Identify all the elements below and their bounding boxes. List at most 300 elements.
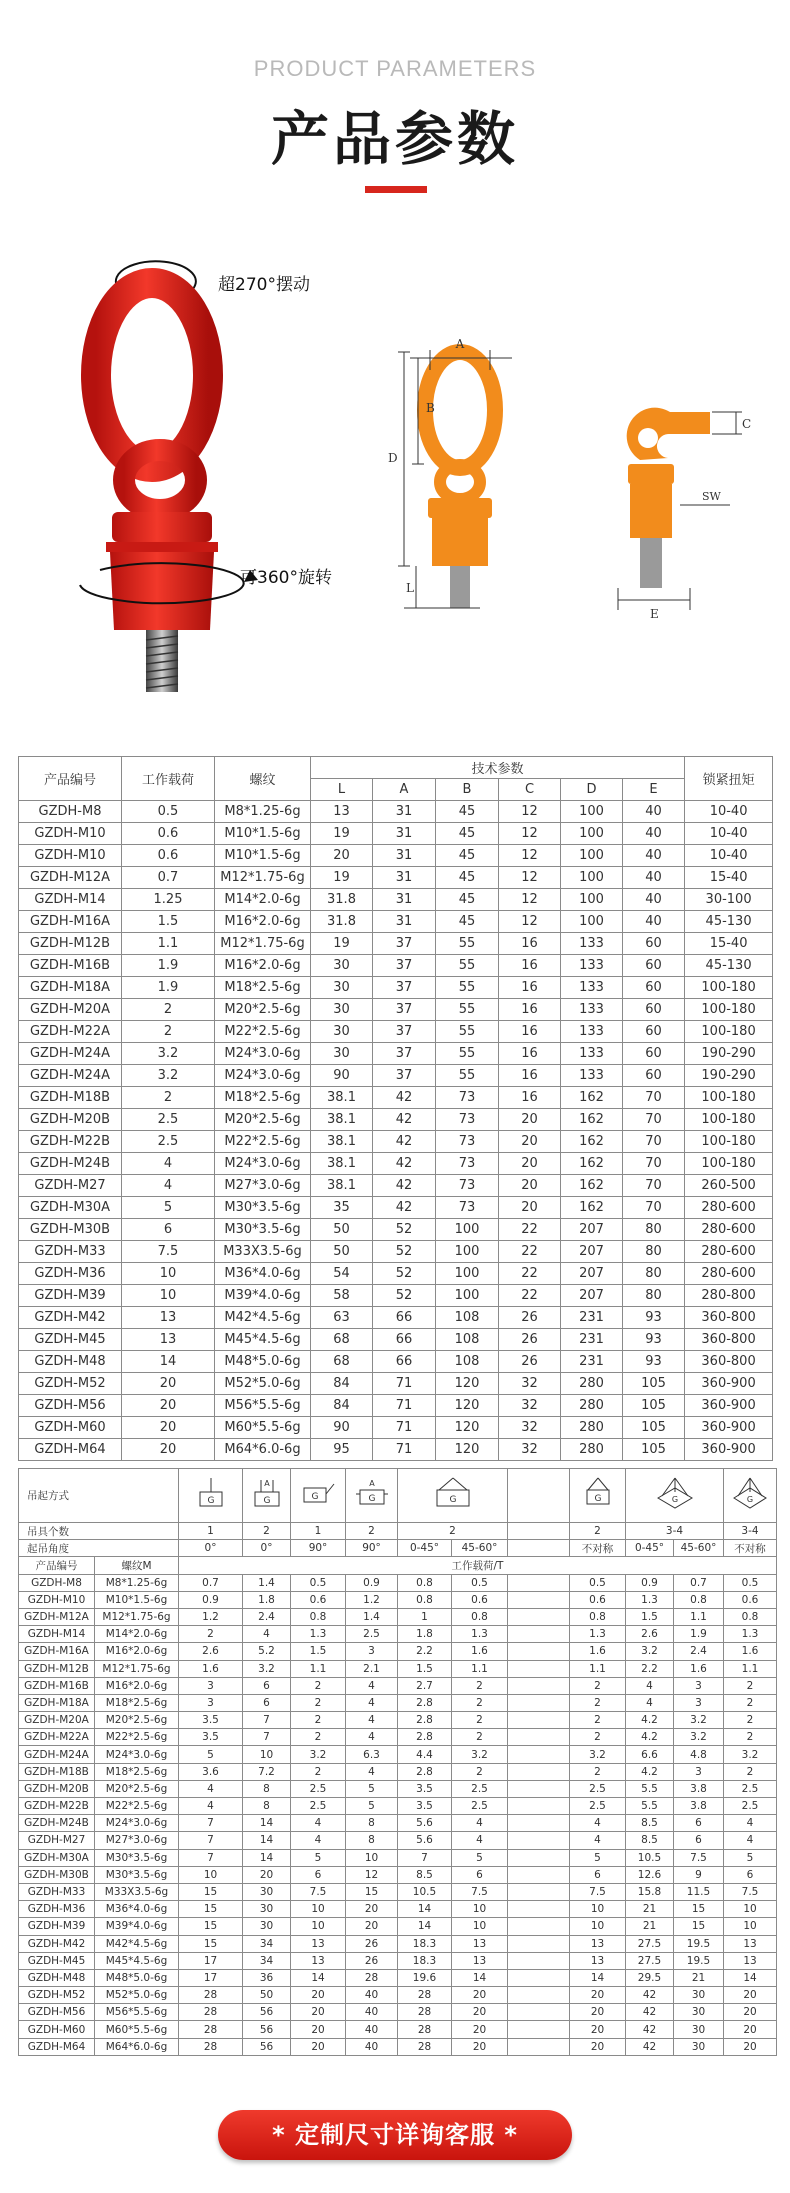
table-cell: 55 [436,999,499,1021]
table-cell: M10*1.5-6g [215,845,311,867]
table-cell-blank [508,1712,570,1729]
table-cell: 0.7 [179,1574,243,1591]
table-cell: GZDH-M60 [19,2021,95,2038]
table-cell: 93 [623,1351,685,1373]
table-cell: 15 [179,1883,243,1900]
table-row [19,1849,777,1866]
table-cell: 42 [626,2038,674,2055]
table-cell: 37 [373,999,436,1021]
table-cell: 2.5 [122,1109,215,1131]
table-cell: 100-180 [685,977,773,999]
table-cell: 6 [674,1815,724,1832]
table-cell: 8 [346,1832,398,1849]
table-cell: M20*2.5-6g [215,999,311,1021]
count-cell-blank [508,1523,570,1540]
table-cell: 12 [499,801,561,823]
table-cell: GZDH-M20B [19,1109,122,1131]
table-cell: 280-600 [685,1197,773,1219]
table-cell: 100 [436,1219,499,1241]
table-cell-blank [508,1591,570,1608]
table-row [19,1729,777,1746]
table-cell: 1.1 [122,933,215,955]
table-cell: 30 [243,1918,291,1935]
table-cell-blank [508,1849,570,1866]
table-cell: 3.2 [570,1746,626,1763]
table-cell: M36*4.0-6g [95,1901,179,1918]
table-cell: 4 [291,1815,346,1832]
table-cell: 2 [452,1729,508,1746]
table-cell: 0.9 [346,1574,398,1591]
table-cell: 1.6 [452,1643,508,1660]
table-cell: 16 [499,1087,561,1109]
table-cell: GZDH-M52 [19,1373,122,1395]
table-row [19,1241,773,1263]
table-cell: GZDH-M45 [19,1952,95,1969]
table-cell: 10-40 [685,801,773,823]
table-cell: 0.6 [291,1591,346,1608]
table-cell: GZDH-M36 [19,1263,122,1285]
table-row [19,845,773,867]
table-cell-blank [508,2038,570,2055]
table-cell: 34 [243,1935,291,1952]
table-cell: 26 [346,1952,398,1969]
table-cell-blank [508,2004,570,2021]
table-row [19,1021,773,1043]
table-cell: 70 [623,1087,685,1109]
table-cell: 20 [570,1987,626,2004]
svg-text:G: G [671,1495,678,1504]
table-cell: 5 [724,1849,777,1866]
table-cell: GZDH-M24B [19,1815,95,1832]
table-cell: 12 [499,845,561,867]
table-cell: 19 [311,933,373,955]
table-cell: 2 [122,1087,215,1109]
table-cell: 2 [452,1763,508,1780]
table-cell: 360-900 [685,1439,773,1461]
table-cell: 1.5 [122,911,215,933]
table-cell: 4 [243,1626,291,1643]
header-load: 工作载荷 [122,757,215,801]
table-row [19,1677,777,1694]
table-cell: GZDH-M30B [19,1219,122,1241]
table-cell: 4.8 [674,1746,724,1763]
table-cell: 10 [570,1918,626,1935]
table-cell: 1.9 [122,955,215,977]
table-cell: GZDH-M12A [19,867,122,889]
table-cell: 19 [311,823,373,845]
table-cell: 20 [346,1918,398,1935]
table-cell: 71 [373,1417,436,1439]
table-cell: 2 [291,1677,346,1694]
header-l: L [311,779,373,801]
dim-label-b: B [426,401,435,415]
count-cell: 2 [398,1523,508,1540]
table-row [19,1175,773,1197]
table-cell: 30 [674,2038,724,2055]
table-cell: 1.3 [291,1626,346,1643]
table-cell: M18*2.5-6g [95,1763,179,1780]
table-cell: 13 [291,1952,346,1969]
table-cell: 0.8 [398,1574,452,1591]
table-cell: 5 [291,1849,346,1866]
table-cell: M24*3.0-6g [215,1043,311,1065]
table-cell: GZDH-M33 [19,1883,95,1900]
table-cell: 1.1 [724,1660,777,1677]
table-cell: 7.5 [674,1849,724,1866]
table-cell: 5.6 [398,1815,452,1832]
table-cell: 20 [452,2021,508,2038]
table-cell: M64*6.0-6g [95,2038,179,2055]
table-cell: 6 [291,1866,346,1883]
table-cell: 17 [179,1952,243,1969]
table-cell: 17 [179,1969,243,1986]
table-cell: GZDH-M30B [19,1866,95,1883]
table-cell: 42 [626,2021,674,2038]
table-cell: GZDH-M64 [19,2038,95,2055]
table-cell: 2 [291,1694,346,1711]
table-cell: 90 [311,1065,373,1087]
table-cell: 3 [674,1763,724,1780]
table-cell: 20 [499,1153,561,1175]
table-cell: 360-800 [685,1329,773,1351]
table-cell: 8 [346,1815,398,1832]
table-cell: GZDH-M8 [19,801,122,823]
lift-icon-double-asym [570,1469,626,1523]
header-a: A [373,779,436,801]
table-cell: M48*5.0-6g [215,1351,311,1373]
table-cell: 3.2 [243,1660,291,1677]
table-cell: 2 [452,1694,508,1711]
swing-annotation: 超270°摆动 [218,275,310,295]
table-cell: 30 [674,1987,724,2004]
table-cell: GZDH-M16A [19,1643,95,1660]
table-row [19,1219,773,1241]
table-cell: 5 [570,1849,626,1866]
table-cell: 7.2 [243,1763,291,1780]
table-cell: 3 [674,1677,724,1694]
table-cell: 11.5 [674,1883,724,1900]
header-thread: 螺纹M [95,1557,179,1574]
table-cell: GZDH-M18A [19,977,122,999]
table-cell: 70 [623,1175,685,1197]
table-cell: 2 [724,1694,777,1711]
table-cell: 73 [436,1175,499,1197]
table-cell: 2.5 [724,1798,777,1815]
table-cell: 3.2 [122,1043,215,1065]
table-cell: 30 [674,2021,724,2038]
table-cell: 4 [570,1815,626,1832]
table-cell: 5 [452,1849,508,1866]
table-cell: 40 [623,867,685,889]
table-cell: GZDH-M12B [19,933,122,955]
table-cell: 4 [122,1153,215,1175]
table-cell: 1.3 [570,1626,626,1643]
table-cell: 38.1 [311,1153,373,1175]
table-cell: 4 [452,1832,508,1849]
table-cell: 22 [499,1241,561,1263]
table-cell: 2.6 [626,1626,674,1643]
table-cell: 0.8 [398,1591,452,1608]
lift-icon-multi-asym [724,1469,777,1523]
table-cell: 20 [499,1109,561,1131]
table-cell: 3.2 [674,1712,724,1729]
table-row [19,1901,777,1918]
table-cell: 4 [291,1832,346,1849]
table-row [19,1832,777,1849]
table-cell: 0.8 [570,1608,626,1625]
table-cell: 100 [436,1263,499,1285]
table-cell: 7 [179,1832,243,1849]
table-cell: GZDH-M56 [19,2004,95,2021]
table-cell-blank [508,1677,570,1694]
table-cell: 1.8 [243,1591,291,1608]
table-cell: 133 [561,933,623,955]
table-row [19,1439,773,1461]
table-row [19,1712,777,1729]
table-cell: 30 [311,999,373,1021]
table-cell: 84 [311,1373,373,1395]
table-row [19,1935,777,1952]
table-cell: 13 [122,1307,215,1329]
table-cell: 15 [674,1918,724,1935]
table-cell: 28 [179,2021,243,2038]
table-cell: 15 [179,1901,243,1918]
custom-size-contact-button[interactable]: * 定制尺寸详询客服 * [218,2110,572,2160]
table-cell: 31 [373,823,436,845]
table-cell: 13 [724,1935,777,1952]
table-cell: 45-130 [685,911,773,933]
table-cell: 18.3 [398,1952,452,1969]
table-cell: 18.3 [398,1935,452,1952]
table-row [19,1815,777,1832]
table-cell: 4 [179,1798,243,1815]
table-cell: 20 [724,1987,777,2004]
table-cell: 0.7 [674,1574,724,1591]
table-row [19,1574,777,1591]
table-cell: 14 [570,1969,626,1986]
table-cell: 55 [436,933,499,955]
table-cell: 1 [398,1608,452,1625]
table-cell: 95 [311,1439,373,1461]
table-cell: GZDH-M36 [19,1901,95,1918]
table-cell: 2.2 [626,1660,674,1677]
table-cell: 100 [561,845,623,867]
table-cell: 0.6 [122,845,215,867]
table-cell: 45 [436,845,499,867]
table-cell: 45 [436,911,499,933]
table-cell: 4.2 [626,1712,674,1729]
table-cell: 15 [346,1883,398,1900]
table-cell: 20 [724,2021,777,2038]
table-cell: 73 [436,1109,499,1131]
table-cell: GZDH-M60 [19,1417,122,1439]
table-cell: M39*4.0-6g [95,1918,179,1935]
table-cell: M24*3.0-6g [95,1746,179,1763]
table-cell: 22 [499,1285,561,1307]
table-cell: 16 [499,1021,561,1043]
count-cell: 3-4 [626,1523,724,1540]
header-c: C [499,779,561,801]
count-cell: 1 [179,1523,243,1540]
table-cell-blank [508,1918,570,1935]
table-row [19,2004,777,2021]
table-cell: 190-290 [685,1065,773,1087]
lift-icon-single-side [291,1469,346,1523]
table-cell: M18*2.5-6g [215,977,311,999]
table-cell: 22 [499,1263,561,1285]
table-cell: M27*3.0-6g [215,1175,311,1197]
table-cell: 7 [179,1849,243,1866]
table-cell: 2.5 [291,1780,346,1797]
table-row [19,1307,773,1329]
count-label: 吊具个数 [19,1523,179,1540]
table-cell: 34 [243,1952,291,1969]
table-cell: M56*5.5-6g [95,2004,179,2021]
table-cell: 0.6 [570,1591,626,1608]
table-cell: 162 [561,1197,623,1219]
table-cell: 100 [561,823,623,845]
table-cell: GZDH-M30A [19,1849,95,1866]
table-cell: 16 [499,999,561,1021]
table-cell: 55 [436,977,499,999]
table-cell: 12 [346,1866,398,1883]
table-cell: 1.4 [346,1608,398,1625]
table-cell: 28 [398,2004,452,2021]
table-cell: 0.5 [724,1574,777,1591]
table-row [19,1109,773,1131]
table-cell: 28 [179,2038,243,2055]
table-cell: 207 [561,1263,623,1285]
table-cell: 1.9 [674,1626,724,1643]
table-cell: 120 [436,1373,499,1395]
table-cell: 30 [311,1021,373,1043]
table-cell: 20 [311,845,373,867]
table-cell: 360-900 [685,1395,773,1417]
table-cell: 13 [724,1952,777,1969]
table-cell-blank [508,1832,570,1849]
table-cell: 26 [499,1307,561,1329]
table-cell: 4 [626,1694,674,1711]
table-cell: M42*4.5-6g [95,1935,179,1952]
table-cell: GZDH-M48 [19,1351,122,1373]
table-row [19,955,773,977]
table-cell: 5.2 [243,1643,291,1660]
table-cell: 13 [452,1935,508,1952]
table-cell: GZDH-M42 [19,1307,122,1329]
table-cell-blank [508,1694,570,1711]
table-cell: 4 [346,1729,398,1746]
table-cell: 0.6 [724,1591,777,1608]
table-cell: GZDH-M12A [19,1608,95,1625]
count-cell: 2 [570,1523,626,1540]
table-cell: 40 [346,2004,398,2021]
table-cell: 19 [311,867,373,889]
table-cell: GZDH-M18B [19,1087,122,1109]
table-cell: M10*1.5-6g [95,1591,179,1608]
table-cell: GZDH-M14 [19,889,122,911]
angle-cell: 90° [291,1540,346,1557]
page-title: 产品参数 [270,105,519,173]
table-cell: 10 [452,1918,508,1935]
table-cell: 73 [436,1087,499,1109]
table-cell: 42 [373,1131,436,1153]
table-cell: M12*1.75-6g [95,1608,179,1625]
table-cell: GZDH-M8 [19,1574,95,1591]
dim-label-a: A [455,337,465,351]
header-e: E [623,779,685,801]
table-cell: 10 [122,1285,215,1307]
table-cell: 3 [346,1643,398,1660]
table-cell: GZDH-M48 [19,1969,95,1986]
table-cell: 37 [373,1043,436,1065]
table-cell: M20*2.5-6g [215,1109,311,1131]
table-cell: 60 [623,1043,685,1065]
table-cell: 3.8 [674,1780,724,1797]
table-cell: 42 [373,1087,436,1109]
table-cell: 108 [436,1307,499,1329]
table-cell: 6 [122,1219,215,1241]
angle-cell: 0-45° [398,1540,452,1557]
table-cell: M8*1.25-6g [95,1574,179,1591]
table-cell: 7.5 [122,1241,215,1263]
dim-label-c: C [742,417,752,431]
table-cell: M30*3.5-6g [95,1849,179,1866]
lift-icon-multi-angled [626,1469,724,1523]
table-cell: GZDH-M39 [19,1285,122,1307]
table-cell: GZDH-M22B [19,1798,95,1815]
dimension-drawing [370,330,780,660]
table-cell: 100 [436,1285,499,1307]
table-cell: 20 [452,1987,508,2004]
table-cell: GZDH-M39 [19,1918,95,1935]
table-cell: 10 [724,1918,777,1935]
table-row [19,1591,777,1608]
table-cell: 66 [373,1329,436,1351]
table-cell: GZDH-M22A [19,1021,122,1043]
table-cell: 6 [243,1694,291,1711]
table-cell: M16*2.0-6g [215,911,311,933]
table-cell: 2.7 [398,1677,452,1694]
table-cell: 3.2 [626,1643,674,1660]
table-cell: 42 [626,1987,674,2004]
table-cell: 93 [623,1329,685,1351]
table-cell-blank [508,1901,570,1918]
lift-icon-double-angled [398,1469,508,1523]
table-cell: 2 [724,1712,777,1729]
table-cell: 32 [499,1417,561,1439]
table-cell: M20*2.5-6g [95,1780,179,1797]
table-cell: 60 [623,933,685,955]
table-cell: 28 [398,2038,452,2055]
table-cell: 10 [291,1901,346,1918]
table-cell: 3.5 [398,1798,452,1815]
header-code: 产品编号 [19,757,122,801]
table-cell: 3.2 [724,1746,777,1763]
table-cell: 1.3 [452,1626,508,1643]
table-cell: 36 [243,1969,291,1986]
table-cell: M18*2.5-6g [215,1087,311,1109]
table-cell: 60 [623,1065,685,1087]
table-cell: 4 [452,1815,508,1832]
table-row [19,1987,777,2004]
table-cell: 2 [291,1729,346,1746]
table-cell: M64*6.0-6g [215,1439,311,1461]
angle-cell: 不对称 [724,1540,777,1557]
table-cell: 21 [626,1901,674,1918]
table-cell: 13 [291,1935,346,1952]
table-cell: 7 [398,1849,452,1866]
table-cell: 2.6 [179,1643,243,1660]
